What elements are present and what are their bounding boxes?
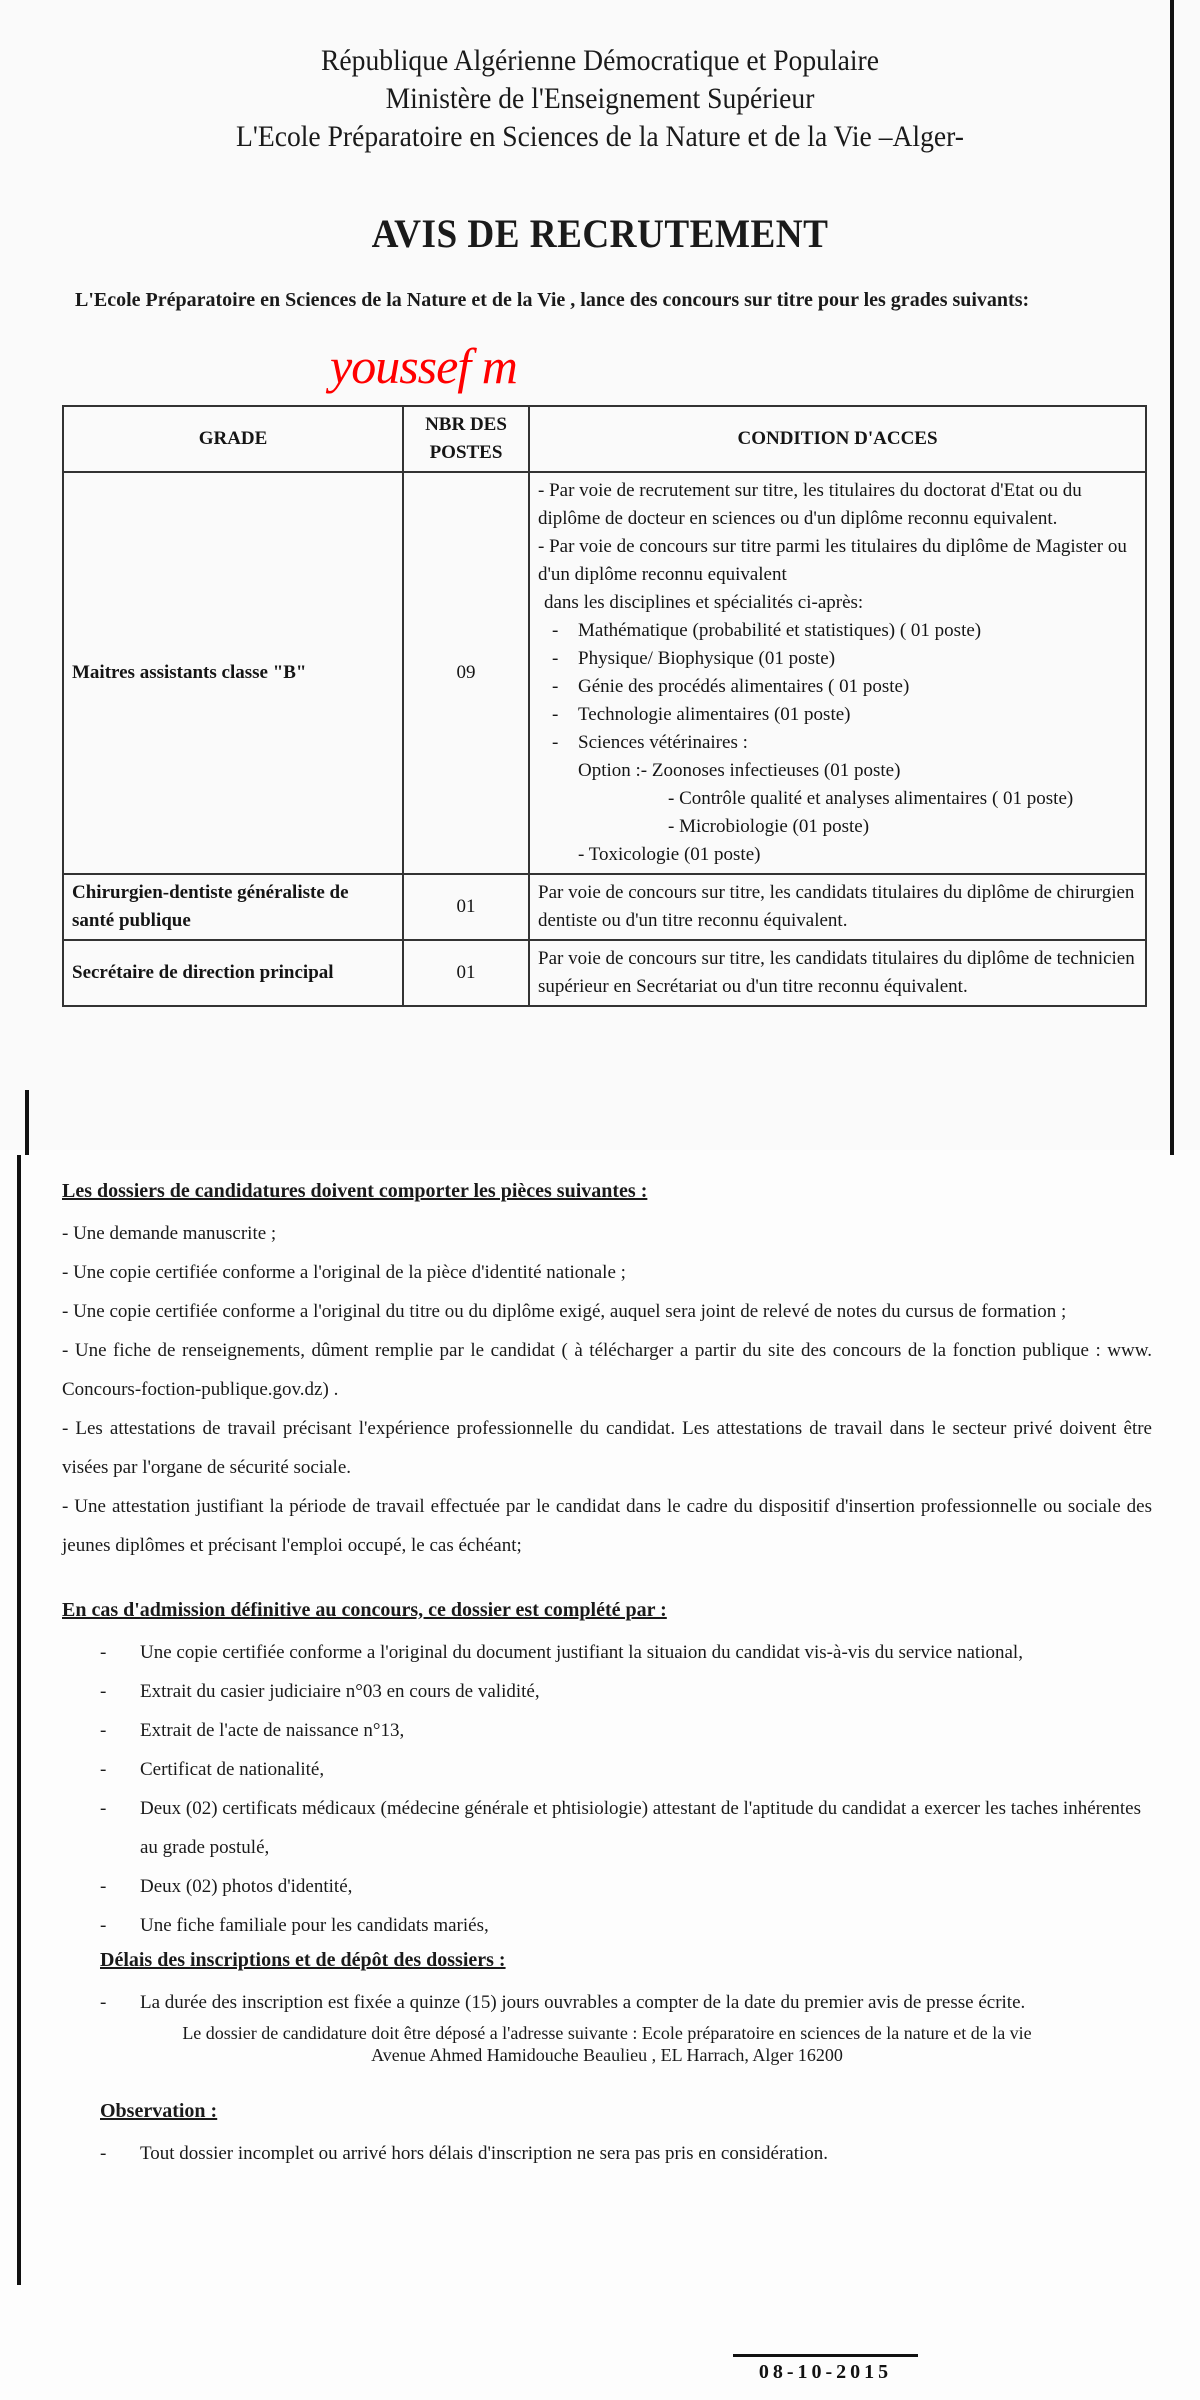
- discipline-list: [538, 617, 1137, 869]
- admission-item: - Une fiche familiale pour les candidats mariés,: [100, 1906, 1152, 1945]
- grade-cell: Secrétaire de direction principal: [63, 940, 403, 1006]
- discipline-item: - Technologie alimentaires (01 poste): [538, 701, 1137, 729]
- table-row: [63, 940, 1146, 1006]
- spacer: [62, 1565, 1152, 1595]
- spacer: [62, 2066, 1152, 2096]
- observation-item: - Tout dossier incomplet ou arrivé hors délais d'inscription ne sera pas pris en considération.: [100, 2134, 1152, 2173]
- dossier-item: - Une copie certifiée conforme a l'original de la pièce d'identité nationale ;: [62, 1262, 626, 1283]
- table-row: [63, 472, 1146, 874]
- table-header-row: [63, 406, 1146, 472]
- header-ministry: Ministère de l'Enseignement Supérieur: [385, 82, 815, 115]
- condition-paragraph: dans les disciplines et spécialités ci-après:: [544, 592, 864, 613]
- condition-paragraph: - Par voie de recrutement sur titre, les titulaires du doctorat d'Etat ou du diplôme de docteur en sciences ou d'un diplôme reconnu equivalent.: [538, 480, 1082, 529]
- dossier-item: - Une attestation justifiant la période de travail effectuée par le candidat dans le cadre du dispositif d'insertion professionnelle ou sociale des jeunes diplômes et précisant l'emploi occupé, le cas échéant;: [62, 1496, 1152, 1556]
- grade-cell: Maitres assistants classe "B": [63, 472, 403, 874]
- grades-table: [62, 405, 1147, 1007]
- column-header-condition: CONDITION D'ACCES: [529, 406, 1146, 472]
- dossiers-heading: Les dossiers de candidatures doivent comporter les pièces suivantes :: [62, 1180, 648, 1202]
- nbr-cell: 09: [403, 472, 529, 874]
- option-item: - Microbiologie (01 poste): [668, 816, 870, 837]
- dossier-item: - Les attestations de travail précisant l'expérience professionnelle du candidat. Les attestations de travail dans le secteur privé doivent être visées par l'organe de sécurité sociale.: [62, 1418, 1152, 1478]
- option-item: - Contrôle qualité et analyses alimentaires ( 01 poste): [668, 788, 1074, 809]
- table-row: [63, 874, 1146, 940]
- delais-heading: Délais des inscriptions et de dépôt des dossiers :: [100, 1949, 506, 1971]
- discipline-item: - Physique/ Biophysique (01 poste): [538, 645, 1137, 673]
- nbr-cell: 01: [403, 940, 529, 1006]
- column-header-grade: GRADE: [63, 406, 403, 472]
- admission-heading: En cas d'admission définitive au concours, ce dossier est complété par :: [62, 1599, 667, 1621]
- watermark-signature: youssef m: [330, 338, 517, 394]
- page-title: AVIS DE RECRUTEMENT: [371, 211, 829, 256]
- delais-list: [62, 1983, 1152, 2022]
- header-country: République Algérienne Démocratique et Populaire: [321, 44, 879, 77]
- delais-item: - La durée des inscription est fixée a quinze (15) jours ouvrables a compter de la date du premier avis de presse écrite.: [100, 1983, 1152, 2022]
- option-item: - Toxicologie (01 poste): [578, 844, 761, 865]
- address-line-1: Le dossier de candidature doit être déposé a l'adresse suivante : Ecole préparatoire en sciences de la nature et de la vie: [182, 2023, 1032, 2043]
- dossier-item: - Une fiche de renseignements, dûment remplie par le candidat ( à télécharger a partir du site des concours de la fonction publique : www. Concours-foction-publique.gov.dz) .: [62, 1340, 1152, 1400]
- condition-cell: [529, 472, 1146, 874]
- page-border: [1170, 0, 1174, 1155]
- dossier-item: - Une demande manuscrite ;: [62, 1223, 277, 1244]
- discipline-item: - Sciences vétérinaires :: [538, 729, 1137, 757]
- admission-list: [62, 1633, 1152, 1945]
- address-line-2: Avenue Ahmed Hamidouche Beaulieu , EL Harrach, Alger 16200: [371, 2045, 843, 2065]
- admission-item: - Certificat de nationalité,: [100, 1750, 1152, 1789]
- admission-item: - Extrait du casier judiciaire n°03 en cours de validité,: [100, 1672, 1152, 1711]
- bottom-content: [62, 1176, 1152, 2173]
- page-border: [25, 1090, 29, 1155]
- nbr-cell: 01: [403, 874, 529, 940]
- grade-cell: Chirurgien-dentiste généraliste de santé publique: [63, 874, 403, 940]
- admission-item: - Deux (02) certificats médicaux (médecine générale et phtisiologie) attestant de l'aptitude du candidat a exercer les taches inhérentes au grade postulé,: [100, 1789, 1152, 1867]
- document-date: 08-10-2015: [733, 2354, 918, 2384]
- admission-item: - Une copie certifiée conforme a l'original du document justifiant la situaion du candidat vis-à-vis du service national,: [100, 1633, 1152, 1672]
- admission-item: - Deux (02) photos d'identité,: [100, 1867, 1152, 1906]
- condition-cell: Par voie de concours sur titre, les candidats titulaires du diplôme de chirurgien dentiste ou d'un titre reconnu équivalent.: [529, 874, 1146, 940]
- admission-item: - Extrait de l'acte de naissance n°13,: [100, 1711, 1152, 1750]
- dossier-item: - Une copie certifiée conforme a l'original du titre ou du diplôme exigé, auquel sera joint de relevé de notes du cursus de formation ;: [62, 1301, 1067, 1322]
- observation-list: [62, 2134, 1152, 2173]
- intro-text: L'Ecole Préparatoire en Sciences de la Nature et de la Vie , lance des concours sur titre pour les grades suivants:: [75, 289, 1030, 311]
- condition-cell: Par voie de concours sur titre, les candidats titulaires du diplôme de technicien supérieur en Secrétariat ou d'un titre reconnu équivalent.: [529, 940, 1146, 1006]
- header-school: L'Ecole Préparatoire en Sciences de la Nature et de la Vie –Alger-: [236, 120, 964, 153]
- observation-heading: Observation :: [100, 2100, 218, 2122]
- discipline-item: - Mathématique (probabilité et statistiques) ( 01 poste): [538, 617, 1137, 645]
- condition-paragraph: - Par voie de concours sur titre parmi les titulaires du diplôme de Magister ou d'un diplôme reconnu equivalent: [538, 536, 1127, 585]
- option-item: Option :- Zoonoses infectieuses (01 poste): [578, 760, 901, 781]
- page-border: [17, 1155, 21, 2285]
- top-page-scan: [0, 0, 1200, 1150]
- column-header-nbr: NBR DES POSTES: [403, 406, 529, 472]
- discipline-item: - Génie des procédés alimentaires ( 01 poste): [538, 673, 1137, 701]
